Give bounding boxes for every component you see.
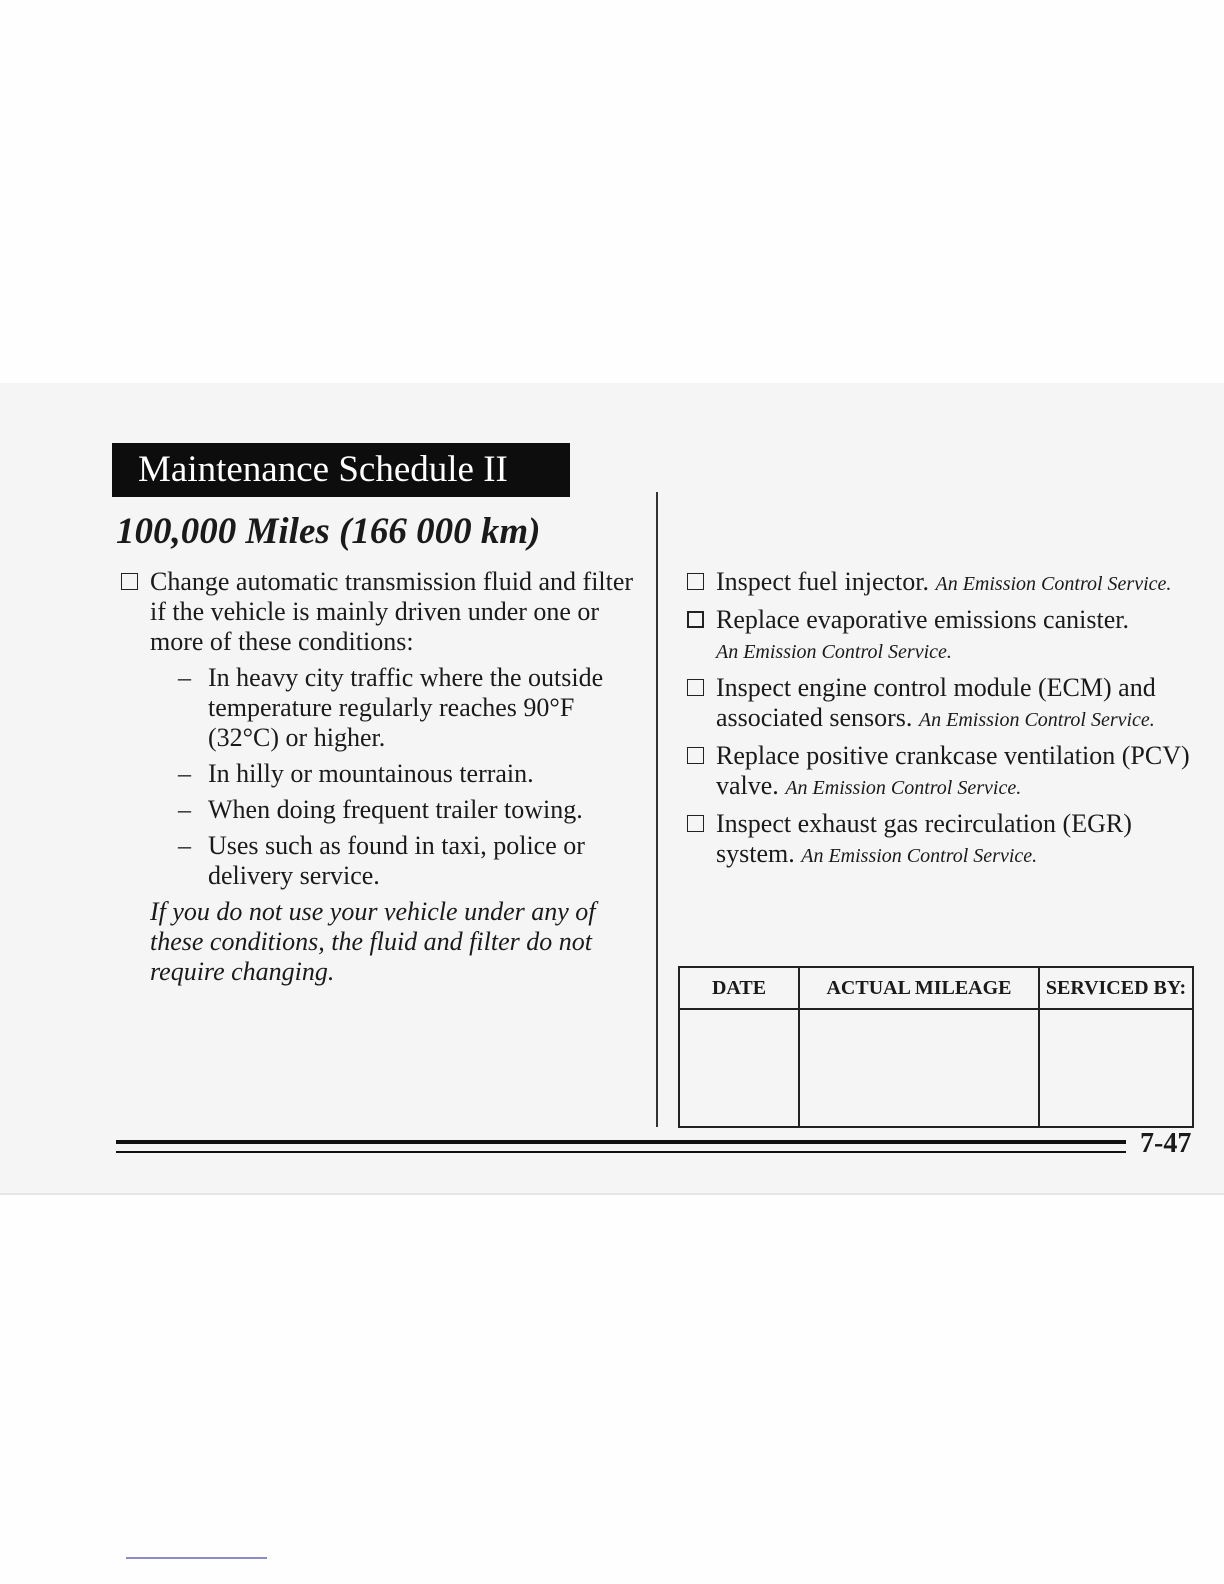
service-note: An Emission Control Service.: [716, 641, 952, 663]
service-note: An Emission Control Service.: [918, 709, 1155, 731]
right-column: [684, 567, 1209, 877]
dash-bullet: –: [178, 795, 191, 824]
dash-bullet: –: [178, 831, 191, 860]
condition-text: In hilly or mountainous terrain.: [208, 759, 534, 788]
checklist-item-evap-canister: [684, 605, 1209, 667]
checkbox[interactable]: [687, 815, 704, 832]
checklist-item-text: Inspect exhaust gas recirculation (EGR) system.: [716, 809, 1132, 868]
mileage-heading: 100,000 Miles (166 000 km): [116, 511, 541, 552]
bottom-divider: [126, 1557, 267, 1559]
service-record-table: [678, 966, 1194, 1128]
section-header: [112, 443, 570, 497]
service-note: An Emission Control Service.: [935, 573, 1172, 595]
service-note: An Emission Control Service.: [785, 777, 1022, 799]
column-divider: [656, 492, 658, 1127]
service-note: An Emission Control Service.: [801, 845, 1038, 867]
checklist-item-egr-system: [684, 809, 1209, 871]
page-number: 7-47: [1140, 1128, 1192, 1159]
column-header-date: DATE: [679, 967, 799, 1009]
condition-item: [150, 795, 638, 825]
column-header-actual-mileage: ACTUAL MILEAGE: [799, 967, 1039, 1009]
condition-text: When doing frequent trailer towing.: [208, 795, 583, 824]
left-column: [118, 567, 638, 987]
condition-list: [150, 663, 638, 891]
condition-text: Uses such as found in taxi, police or delivery service.: [208, 831, 585, 890]
checklist-item-text: Replace positive crankcase ventilation (PCV) valve.: [716, 741, 1190, 800]
footer-rule-thin: [116, 1151, 1126, 1153]
table-header-row: [679, 967, 1193, 1009]
checkbox[interactable]: [687, 679, 704, 696]
checklist-item-pcv-valve: [684, 741, 1209, 803]
checklist-item-text: Replace evaporative emissions canister.: [716, 605, 1129, 634]
condition-item: [150, 759, 638, 789]
table-row: [679, 1009, 1193, 1127]
checkbox[interactable]: [687, 611, 704, 628]
actual-mileage-cell[interactable]: [799, 1009, 1039, 1127]
condition-item: [150, 663, 638, 753]
checklist-item-text: Inspect engine control module (ECM) and associated sensors.: [716, 673, 1156, 732]
condition-text: In heavy city traffic where the outside temperature regularly reaches 90°F (32°C) or higher.: [208, 663, 604, 752]
serviced-by-cell[interactable]: [1039, 1009, 1193, 1127]
checkbox[interactable]: [687, 573, 704, 590]
conditions-note: If you do not use your vehicle under any of these conditions, the fluid and filter do not require changing.: [150, 897, 596, 986]
checklist-item-text: Change automatic transmission fluid and filter if the vehicle is mainly driven under one or more of these conditions:: [150, 567, 634, 656]
column-header-serviced-by: SERVICED BY:: [1039, 967, 1193, 1009]
checklist-item-text: Inspect fuel injector.: [716, 567, 929, 596]
checkbox[interactable]: [687, 747, 704, 764]
condition-item: [150, 831, 638, 891]
checkbox[interactable]: [121, 573, 138, 590]
footer-rule-thick: [116, 1140, 1126, 1144]
checklist-item-fuel-injector: [684, 567, 1209, 599]
section-title: Maintenance Schedule II: [138, 449, 508, 490]
checklist-item-transmission: [118, 567, 638, 891]
checklist-item-ecm: [684, 673, 1209, 735]
dash-bullet: –: [178, 663, 191, 692]
date-cell[interactable]: [679, 1009, 799, 1127]
dash-bullet: –: [178, 759, 191, 788]
